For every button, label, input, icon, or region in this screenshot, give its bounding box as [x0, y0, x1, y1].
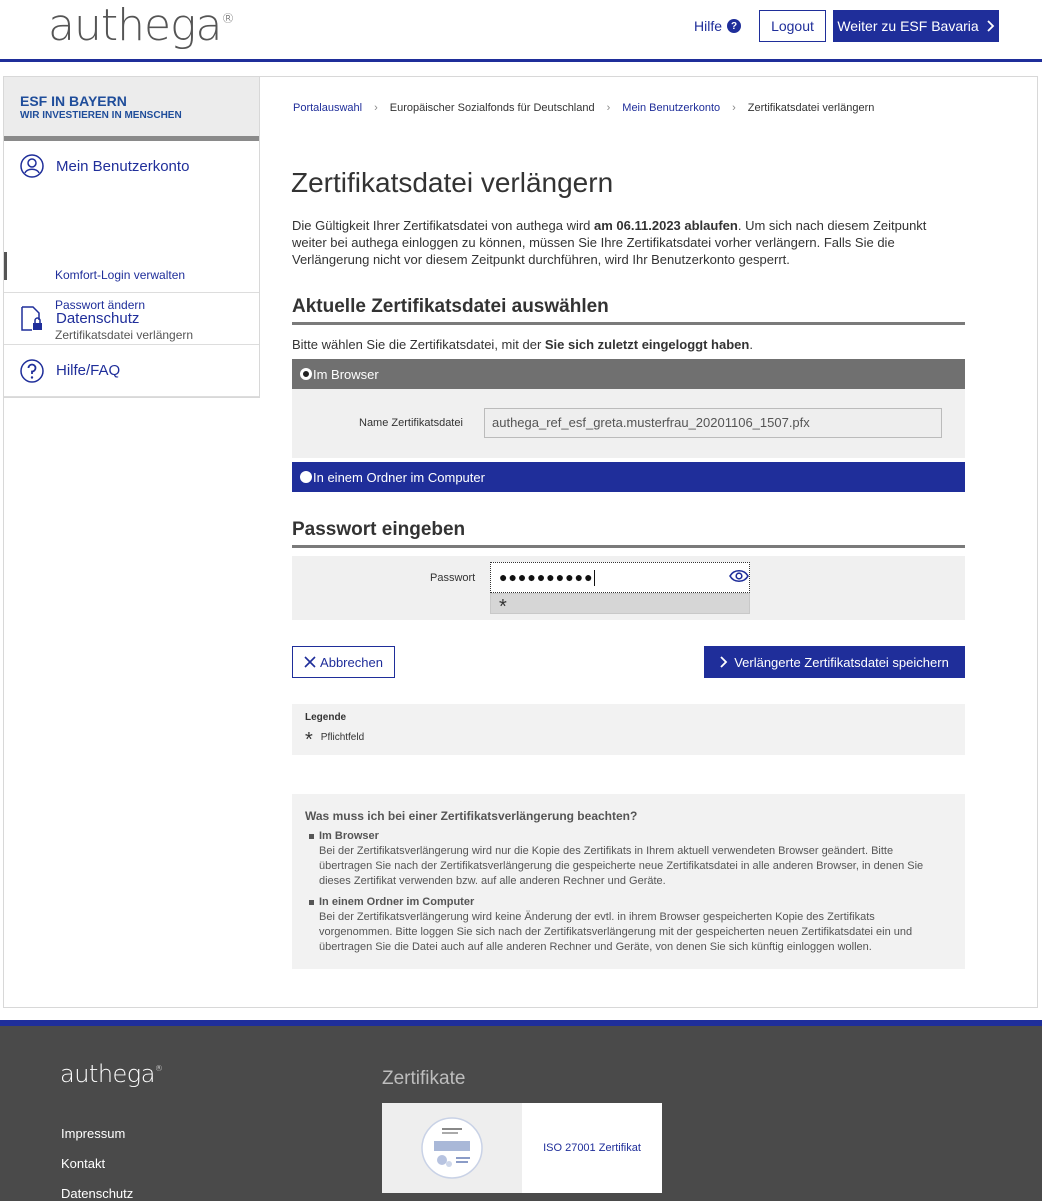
- password-input[interactable]: ●●●●●●●●●●: [490, 562, 750, 593]
- sidebar-sub-zertifikat[interactable]: Zertifikatsdatei verlängern: [55, 328, 194, 342]
- sidebar-item-account-label: Mein Benutzerkonto: [56, 157, 190, 175]
- hint-part2: .: [749, 337, 753, 352]
- iso-certificate-label: ISO 27001 Zertifikat: [543, 1142, 641, 1154]
- esf-brand-box[interactable]: [4, 77, 259, 141]
- sidebar-item-privacy[interactable]: [4, 293, 259, 345]
- header: [0, 0, 1042, 62]
- user-icon: [20, 154, 44, 178]
- sidebar-item-help[interactable]: [4, 345, 259, 397]
- radio-browser[interactable]: [300, 368, 312, 380]
- footer-link-datenschutz[interactable]: Datenschutz: [61, 1186, 134, 1201]
- breadcrumb-account[interactable]: Mein Benutzerkonto: [622, 102, 721, 114]
- password-label: Passwort: [430, 572, 476, 584]
- breadcrumb-separator: ›: [374, 102, 378, 114]
- legend-title: Legende: [305, 712, 347, 723]
- legend-mark: *: [305, 729, 313, 751]
- intro-part1: Die Gültigkeit Ihrer Zertifikatsdatei von authega wird: [292, 218, 595, 233]
- legend-text: Pflichtfeld: [320, 731, 365, 743]
- breadcrumb-esf[interactable]: Europäischer Sozialfonds für Deutschland: [389, 102, 595, 114]
- info-item-text: Bei der Zertifikatsverlängerung wird nur die Kopie des Zertifikats in Ihrem aktuell verwendeten Browser geändert. Bitte übertragen Sie nach der Zertifikatsverlängerung die gespeicherte neue Zertifikatsdatei in alle anderen Browser, in denen Sie dieses Zertifikat verwenden bzw. auf alle anderen Rechner und Geräte.: [319, 845, 924, 887]
- legend: [292, 704, 965, 755]
- required-indicator: *: [490, 593, 750, 614]
- authega-logo[interactable]: [48, 0, 234, 51]
- question-circle-icon: [20, 359, 44, 383]
- active-indicator: [4, 252, 7, 280]
- save-button-label: Verlängerte Zertifikatsdatei speichern: [734, 654, 949, 670]
- sidebar-item-privacy-label: Datenschutz: [56, 310, 140, 327]
- sidebar-sub-passwort[interactable]: Passwort ändern: [55, 298, 146, 312]
- file-name-field[interactable]: authega_ref_esf_greta.musterfrau_20201106_1507.pfx: [484, 408, 942, 438]
- breadcrumb: [293, 102, 874, 114]
- cancel-button[interactable]: [292, 646, 395, 678]
- breadcrumb-separator: ›: [606, 102, 611, 114]
- chevron-right-icon: [720, 656, 728, 668]
- eye-icon[interactable]: [729, 569, 749, 583]
- help-link[interactable]: [694, 18, 741, 34]
- option-browser-label: Im Browser: [313, 366, 379, 382]
- chevron-right-icon: [987, 20, 995, 32]
- select-section-title: Aktuelle Zertifikatsdatei auswählen: [292, 296, 965, 325]
- option-browser[interactable]: [292, 359, 965, 389]
- option-computer[interactable]: [292, 462, 965, 492]
- logo-mark: ®: [221, 12, 235, 27]
- help-link-label: Hilfe: [694, 18, 723, 34]
- cancel-button-label: Abbrechen: [320, 654, 383, 670]
- footer-logo-text: authega: [60, 1060, 155, 1088]
- breadcrumb-current: Zertifikatsdatei verlängern: [747, 102, 875, 114]
- hint-part1: Bitte wählen Sie die Zertifikatsdatei, mit der: [292, 337, 545, 352]
- esf-brand-line2: WIR INVESTIEREN IN MENSCHEN: [20, 110, 182, 121]
- sidebar-item-account[interactable]: [20, 154, 189, 178]
- footer-link-kontakt[interactable]: Kontakt: [61, 1156, 106, 1171]
- breadcrumb-separator: ›: [732, 102, 736, 114]
- select-hint: [292, 337, 753, 352]
- question-circle-icon: ?: [727, 19, 741, 33]
- hint-bold: Sie sich zuletzt eingeloggt haben: [544, 337, 750, 352]
- logo-text: authega: [48, 0, 222, 51]
- footer-link-impressum[interactable]: Impressum: [61, 1126, 126, 1141]
- sidebar: [4, 77, 260, 398]
- footer: [0, 1020, 1042, 1201]
- close-icon: [304, 656, 316, 668]
- intro-part2: . Um sich nach diesem Zeitpunkt weiter bei authega einloggen zu können, müssen Sie Ihre Zertifikatsdatei vorher verlängern. Falls Sie die Verlängerung nicht vor diesem Zeitpunkt durchführen, wird Ihr Benutzerkonto gesperrt.: [292, 218, 927, 267]
- info-item: [305, 829, 945, 889]
- document-lock-icon: [20, 306, 44, 332]
- info-title: Was muss ich bei einer Zertifikatsverlängerung beachten?: [305, 809, 638, 823]
- continue-esf-label: Weiter zu ESF Bavaria: [837, 18, 979, 34]
- iso-certificate-card[interactable]: [382, 1103, 662, 1193]
- legend-row: [305, 727, 965, 751]
- password-section-title: Passwort eingeben: [292, 519, 965, 548]
- footer-certificates-title: Zertifikate: [382, 1068, 466, 1089]
- file-name-label: Name Zertifikatsdatei: [359, 417, 463, 429]
- page-title: Zertifikatsdatei verlängern: [291, 167, 614, 198]
- continue-esf-button[interactable]: [833, 10, 999, 42]
- info-item-title: Im Browser: [319, 830, 379, 842]
- radio-computer[interactable]: [300, 471, 312, 483]
- save-button[interactable]: [704, 646, 965, 678]
- intro-text: [292, 217, 962, 268]
- intro-expiry-date: am 06.11.2023 ablaufen: [594, 218, 738, 233]
- esf-brand-line1: ESF IN BAYERN: [20, 93, 127, 109]
- certificate-seal-icon: [420, 1116, 484, 1180]
- info-box: [292, 794, 965, 969]
- info-item-text: Bei der Zertifikatsverlängerung wird keine Änderung der evtl. in ihrem Browser gespeicherten Kopie des Zertifikats vorgenommen. Bitte loggen Sie sich nach der Zertifikatsverlängerung mit der gespeicherten neuen Zertifikatsdatei ein und übertragen Sie die Datei auch auf alle anderen Rechner und Geräte, von denen Sie sich künftig einloggen wollen.: [319, 911, 913, 953]
- info-item-title: In einem Ordner im Computer: [319, 896, 475, 908]
- footer-logo-mark: ®: [154, 1064, 163, 1073]
- option-computer-label: In einem Ordner im Computer: [313, 469, 485, 485]
- info-item: [305, 895, 945, 955]
- footer-logo[interactable]: [60, 1060, 162, 1088]
- logout-button[interactable]: Logout: [759, 10, 826, 42]
- sidebar-sub-komfort-login[interactable]: Komfort-Login verwalten: [55, 268, 186, 282]
- sidebar-item-help-label: Hilfe/FAQ: [56, 362, 121, 379]
- certificate-image: [382, 1103, 522, 1193]
- breadcrumb-portalauswahl[interactable]: Portalauswahl: [293, 102, 363, 114]
